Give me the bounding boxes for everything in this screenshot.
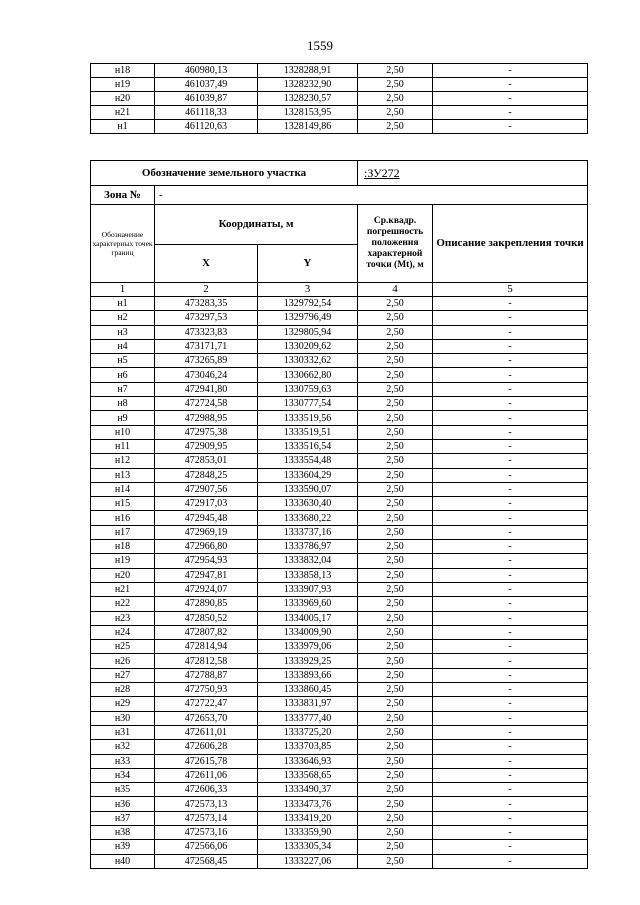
x-coordinate: 472924,07	[155, 582, 258, 596]
point-id: н7	[91, 382, 155, 396]
x-coordinate: 472611,06	[155, 768, 258, 782]
description: -	[433, 811, 588, 825]
description: -	[433, 354, 588, 368]
point-id: н33	[91, 754, 155, 768]
point-id: н2	[91, 311, 155, 325]
error-value: 2,50	[358, 468, 433, 482]
description: -	[433, 425, 588, 439]
point-id: н10	[91, 425, 155, 439]
error-value: 2,50	[358, 106, 433, 120]
error-value: 2,50	[358, 64, 433, 78]
x-coordinate: 460980,13	[155, 64, 258, 78]
point-id: н26	[91, 654, 155, 668]
description: -	[433, 711, 588, 725]
table-row	[91, 825, 588, 839]
description: -	[433, 568, 588, 582]
top-coordinates-table	[90, 63, 588, 134]
zone-row	[91, 186, 588, 205]
description: -	[433, 754, 588, 768]
table-row	[91, 368, 588, 382]
point-id: н4	[91, 339, 155, 353]
point-id: н30	[91, 711, 155, 725]
description: -	[433, 397, 588, 411]
error-value: 2,50	[358, 640, 433, 654]
x-coordinate: 461118,33	[155, 106, 258, 120]
table-row	[91, 668, 588, 682]
table-row	[91, 568, 588, 582]
error-value: 2,50	[358, 339, 433, 353]
error-value: 2,50	[358, 711, 433, 725]
description: -	[433, 120, 588, 134]
column-number: 1	[91, 283, 155, 297]
x-coordinate: 472788,87	[155, 668, 258, 682]
x-coordinate: 472890,85	[155, 597, 258, 611]
error-value: 2,50	[358, 439, 433, 453]
description: -	[433, 311, 588, 325]
y-coordinate: 1333419,20	[258, 811, 358, 825]
point-id: н34	[91, 768, 155, 782]
description: -	[433, 439, 588, 453]
x-coordinate: 472611,01	[155, 725, 258, 739]
table-row	[91, 811, 588, 825]
x-coordinate: 472568,45	[155, 854, 258, 868]
error-value: 2,50	[358, 840, 433, 854]
table-row	[91, 425, 588, 439]
header-description: Описание закрепления точки	[433, 205, 588, 283]
point-id: н9	[91, 411, 155, 425]
description: -	[433, 725, 588, 739]
y-coordinate: 1333516,54	[258, 439, 358, 453]
point-id: н36	[91, 797, 155, 811]
error-value: 2,50	[358, 668, 433, 682]
table-row	[91, 640, 588, 654]
y-coordinate: 1334005,17	[258, 611, 358, 625]
description: -	[433, 540, 588, 554]
table-row	[91, 540, 588, 554]
description: -	[433, 411, 588, 425]
point-id: н22	[91, 597, 155, 611]
error-value: 2,50	[358, 297, 433, 311]
description: -	[433, 640, 588, 654]
description: -	[433, 525, 588, 539]
parcel-row	[91, 161, 588, 186]
y-coordinate: 1333646,93	[258, 754, 358, 768]
x-coordinate: 473265,89	[155, 354, 258, 368]
description: -	[433, 339, 588, 353]
x-coordinate: 472606,28	[155, 740, 258, 754]
y-coordinate: 1333969,60	[258, 597, 358, 611]
description: -	[433, 468, 588, 482]
table-row	[91, 740, 588, 754]
error-value: 2,50	[358, 92, 433, 106]
error-value: 2,50	[358, 397, 433, 411]
point-id: н31	[91, 725, 155, 739]
table-row	[91, 454, 588, 468]
error-value: 2,50	[358, 382, 433, 396]
table-row	[91, 497, 588, 511]
y-coordinate: 1330777,54	[258, 397, 358, 411]
error-value: 2,50	[358, 740, 433, 754]
y-coordinate: 1333860,45	[258, 683, 358, 697]
table-row	[91, 725, 588, 739]
y-coordinate: 1333554,48	[258, 454, 358, 468]
y-coordinate: 1333979,06	[258, 640, 358, 654]
description: -	[433, 64, 588, 78]
table-row	[91, 92, 588, 106]
x-coordinate: 472750,93	[155, 683, 258, 697]
y-coordinate: 1333630,40	[258, 497, 358, 511]
table-row	[91, 78, 588, 92]
y-coordinate: 1333473,76	[258, 797, 358, 811]
error-value: 2,50	[358, 525, 433, 539]
point-id: н38	[91, 825, 155, 839]
parcel-value: :ЗУ272	[358, 161, 588, 186]
table-row	[91, 611, 588, 625]
y-coordinate: 1328232,90	[258, 78, 358, 92]
table-row	[91, 382, 588, 396]
error-value: 2,50	[358, 611, 433, 625]
description: -	[433, 497, 588, 511]
y-coordinate: 1333305,34	[258, 840, 358, 854]
point-id: н37	[91, 811, 155, 825]
point-id: н1	[91, 120, 155, 134]
error-value: 2,50	[358, 454, 433, 468]
description: -	[433, 382, 588, 396]
description: -	[433, 854, 588, 868]
table-row	[91, 511, 588, 525]
x-coordinate: 472909,95	[155, 439, 258, 453]
table-row	[91, 525, 588, 539]
error-value: 2,50	[358, 697, 433, 711]
table-row	[91, 768, 588, 782]
table-row	[91, 120, 588, 134]
description: -	[433, 554, 588, 568]
y-coordinate: 1330662,80	[258, 368, 358, 382]
y-coordinate: 1333703,85	[258, 740, 358, 754]
x-coordinate: 472947,81	[155, 568, 258, 582]
zone-label: Зона №	[91, 186, 155, 205]
error-value: 2,50	[358, 540, 433, 554]
point-id: н1	[91, 297, 155, 311]
description: -	[433, 92, 588, 106]
point-id: н3	[91, 325, 155, 339]
x-coordinate: 472615,78	[155, 754, 258, 768]
point-id: н18	[91, 540, 155, 554]
error-value: 2,50	[358, 797, 433, 811]
x-coordinate: 472988,95	[155, 411, 258, 425]
point-id: н29	[91, 697, 155, 711]
x-coordinate: 472606,33	[155, 783, 258, 797]
description: -	[433, 625, 588, 639]
x-coordinate: 473323,83	[155, 325, 258, 339]
point-id: н20	[91, 92, 155, 106]
header-error: Ср.квадр. погрешность положения характерной точки (Mt), м	[358, 205, 433, 283]
point-id: н39	[91, 840, 155, 854]
zone-value: -	[155, 186, 588, 205]
x-coordinate: 472722,47	[155, 697, 258, 711]
description: -	[433, 482, 588, 496]
description: -	[433, 797, 588, 811]
description: -	[433, 668, 588, 682]
description: -	[433, 78, 588, 92]
error-value: 2,50	[358, 120, 433, 134]
x-coordinate: 461037,49	[155, 78, 258, 92]
y-coordinate: 1329796,49	[258, 311, 358, 325]
error-value: 2,50	[358, 411, 433, 425]
x-coordinate: 461120,63	[155, 120, 258, 134]
error-value: 2,50	[358, 754, 433, 768]
point-id: н14	[91, 482, 155, 496]
error-value: 2,50	[358, 768, 433, 782]
error-value: 2,50	[358, 725, 433, 739]
description: -	[433, 654, 588, 668]
description: -	[433, 697, 588, 711]
y-coordinate: 1333227,06	[258, 854, 358, 868]
x-coordinate: 472954,93	[155, 554, 258, 568]
point-id: н20	[91, 568, 155, 582]
table-row	[91, 711, 588, 725]
table-row	[91, 439, 588, 453]
point-id: н8	[91, 397, 155, 411]
table-row	[91, 311, 588, 325]
y-coordinate: 1333737,16	[258, 525, 358, 539]
error-value: 2,50	[358, 497, 433, 511]
error-value: 2,50	[358, 783, 433, 797]
y-coordinate: 1334009,90	[258, 625, 358, 639]
description: -	[433, 511, 588, 525]
table-row	[91, 297, 588, 311]
error-value: 2,50	[358, 368, 433, 382]
y-coordinate: 1333680,22	[258, 511, 358, 525]
point-id: н16	[91, 511, 155, 525]
point-id: н25	[91, 640, 155, 654]
point-id: н32	[91, 740, 155, 754]
x-coordinate: 473046,24	[155, 368, 258, 382]
point-id: н19	[91, 78, 155, 92]
x-coordinate: 461039,87	[155, 92, 258, 106]
point-id: н17	[91, 525, 155, 539]
header-row-1	[91, 205, 588, 245]
description: -	[433, 297, 588, 311]
description: -	[433, 783, 588, 797]
table-row	[91, 339, 588, 353]
table-row	[91, 625, 588, 639]
error-value: 2,50	[358, 683, 433, 697]
y-coordinate: 1333831,97	[258, 697, 358, 711]
point-id: н6	[91, 368, 155, 382]
y-coordinate: 1330759,63	[258, 382, 358, 396]
error-value: 2,50	[358, 482, 433, 496]
error-value: 2,50	[358, 354, 433, 368]
table-row	[91, 754, 588, 768]
point-id: н24	[91, 625, 155, 639]
y-coordinate: 1333858,13	[258, 568, 358, 582]
y-coordinate: 1328288,91	[258, 64, 358, 78]
table-row	[91, 654, 588, 668]
description: -	[433, 106, 588, 120]
y-coordinate: 1333907,93	[258, 582, 358, 596]
table-row	[91, 482, 588, 496]
description: -	[433, 840, 588, 854]
y-coordinate: 1333490,37	[258, 783, 358, 797]
y-coordinate: 1333929,25	[258, 654, 358, 668]
point-id: н11	[91, 439, 155, 453]
error-value: 2,50	[358, 325, 433, 339]
error-value: 2,50	[358, 311, 433, 325]
point-id: н35	[91, 783, 155, 797]
x-coordinate: 472975,38	[155, 425, 258, 439]
description: -	[433, 740, 588, 754]
y-coordinate: 1333590,07	[258, 482, 358, 496]
x-coordinate: 472969,19	[155, 525, 258, 539]
error-value: 2,50	[358, 511, 433, 525]
x-coordinate: 472573,13	[155, 797, 258, 811]
parcel-coordinates-table	[90, 160, 588, 869]
table-row	[91, 468, 588, 482]
point-id: н21	[91, 582, 155, 596]
error-value: 2,50	[358, 597, 433, 611]
point-id: н15	[91, 497, 155, 511]
point-id: н27	[91, 668, 155, 682]
description: -	[433, 825, 588, 839]
table-row	[91, 797, 588, 811]
header-point-designation: Обозначение характерных точек границ	[91, 205, 155, 283]
table-row	[91, 597, 588, 611]
table-row	[91, 697, 588, 711]
point-id: н19	[91, 554, 155, 568]
table-row	[91, 582, 588, 596]
table-row	[91, 783, 588, 797]
table-row	[91, 64, 588, 78]
x-coordinate: 473297,53	[155, 311, 258, 325]
y-coordinate: 1330332,62	[258, 354, 358, 368]
description: -	[433, 582, 588, 596]
description: -	[433, 597, 588, 611]
y-coordinate: 1329805,94	[258, 325, 358, 339]
header-x: X	[155, 245, 258, 283]
error-value: 2,50	[358, 554, 433, 568]
x-coordinate: 472848,25	[155, 468, 258, 482]
table-row	[91, 106, 588, 120]
x-coordinate: 472917,03	[155, 497, 258, 511]
point-id: н5	[91, 354, 155, 368]
y-coordinate: 1333359,90	[258, 825, 358, 839]
error-value: 2,50	[358, 582, 433, 596]
description: -	[433, 368, 588, 382]
description: -	[433, 454, 588, 468]
point-id: н21	[91, 106, 155, 120]
x-coordinate: 472724,58	[155, 397, 258, 411]
description: -	[433, 683, 588, 697]
error-value: 2,50	[358, 825, 433, 839]
x-coordinate: 472945,48	[155, 511, 258, 525]
column-number: 3	[258, 283, 358, 297]
x-coordinate: 472814,94	[155, 640, 258, 654]
x-coordinate: 472573,16	[155, 825, 258, 839]
y-coordinate: 1333893,66	[258, 668, 358, 682]
point-id: н12	[91, 454, 155, 468]
y-coordinate: 1328230,57	[258, 92, 358, 106]
x-coordinate: 472807,82	[155, 625, 258, 639]
point-id: н23	[91, 611, 155, 625]
table-row	[91, 325, 588, 339]
table-row	[91, 554, 588, 568]
y-coordinate: 1333519,56	[258, 411, 358, 425]
x-coordinate: 473171,71	[155, 339, 258, 353]
y-coordinate: 1328153,95	[258, 106, 358, 120]
error-value: 2,50	[358, 568, 433, 582]
column-number: 2	[155, 283, 258, 297]
x-coordinate: 472853,01	[155, 454, 258, 468]
description: -	[433, 768, 588, 782]
x-coordinate: 472566,06	[155, 840, 258, 854]
point-id: н28	[91, 683, 155, 697]
point-id: н13	[91, 468, 155, 482]
x-coordinate: 473283,35	[155, 297, 258, 311]
table-row	[91, 411, 588, 425]
table-row	[91, 683, 588, 697]
column-number-row	[91, 283, 588, 297]
page-number: 1559	[307, 38, 333, 53]
x-coordinate: 472812,58	[155, 654, 258, 668]
description: -	[433, 611, 588, 625]
description: -	[433, 325, 588, 339]
x-coordinate: 472907,56	[155, 482, 258, 496]
y-coordinate: 1328149,86	[258, 120, 358, 134]
column-number: 5	[433, 283, 588, 297]
point-id: н18	[91, 64, 155, 78]
error-value: 2,50	[358, 78, 433, 92]
table-row	[91, 354, 588, 368]
y-coordinate: 1333604,29	[258, 468, 358, 482]
x-coordinate: 472966,80	[155, 540, 258, 554]
y-coordinate: 1330209,62	[258, 339, 358, 353]
y-coordinate: 1333725,20	[258, 725, 358, 739]
error-value: 2,50	[358, 811, 433, 825]
parcel-label: Обозначение земельного участка	[91, 161, 358, 186]
error-value: 2,50	[358, 654, 433, 668]
y-coordinate: 1329792,54	[258, 297, 358, 311]
y-coordinate: 1333519,51	[258, 425, 358, 439]
error-value: 2,50	[358, 854, 433, 868]
error-value: 2,50	[358, 625, 433, 639]
header-coordinates: Координаты, м	[155, 205, 358, 245]
x-coordinate: 472573,14	[155, 811, 258, 825]
x-coordinate: 472850,52	[155, 611, 258, 625]
y-coordinate: 1333786,97	[258, 540, 358, 554]
table-row	[91, 854, 588, 868]
x-coordinate: 472941,80	[155, 382, 258, 396]
header-y: Y	[258, 245, 358, 283]
point-id: н40	[91, 854, 155, 868]
y-coordinate: 1333832,04	[258, 554, 358, 568]
error-value: 2,50	[358, 425, 433, 439]
y-coordinate: 1333777,40	[258, 711, 358, 725]
y-coordinate: 1333568,65	[258, 768, 358, 782]
table-row	[91, 840, 588, 854]
table-row	[91, 397, 588, 411]
x-coordinate: 472653,70	[155, 711, 258, 725]
column-number: 4	[358, 283, 433, 297]
